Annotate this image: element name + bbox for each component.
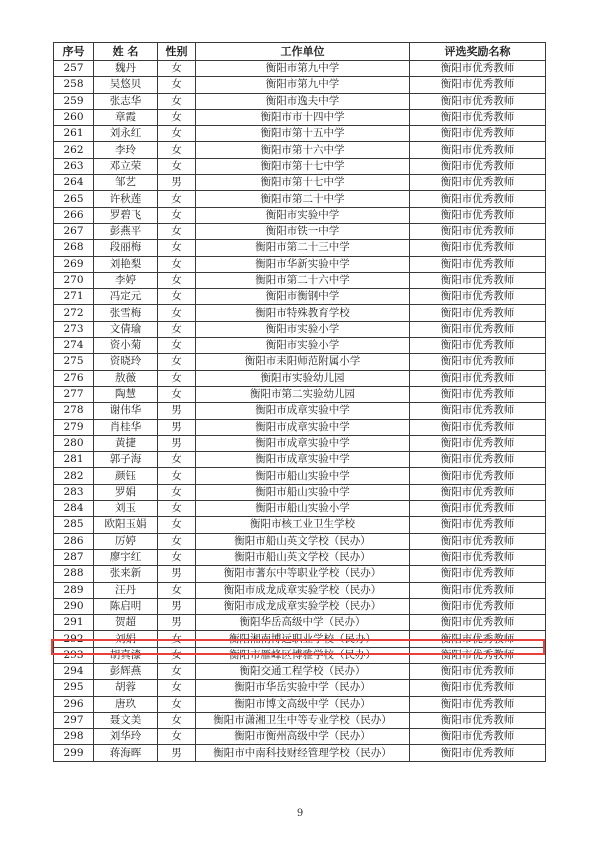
- cell-name: 刘艳梨: [94, 256, 158, 272]
- table-row: [54, 223, 546, 239]
- cell-award: 衡阳市优秀教师: [410, 615, 546, 631]
- page-number: 9: [296, 808, 304, 819]
- cell-gender: 女: [158, 680, 196, 696]
- cell-award: 衡阳市优秀教师: [410, 142, 546, 158]
- cell-gender: 女: [158, 484, 196, 500]
- cell-seq: 287: [54, 549, 94, 565]
- cell-name: 蒋海晖: [94, 745, 158, 761]
- cell-award: 衡阳市优秀教师: [410, 549, 546, 565]
- cell-seq: 297: [54, 712, 94, 728]
- cell-name: 汪丹: [94, 582, 158, 598]
- cell-workplace: 衡阳市第十七中学: [196, 158, 410, 174]
- cell-workplace: 衡阳市博文高级中学（民办）: [196, 696, 410, 712]
- cell-award: 衡阳市优秀教师: [410, 712, 546, 728]
- cell-award: 衡阳市优秀教师: [410, 745, 546, 761]
- cell-workplace: 衡阳市第十六中学: [196, 142, 410, 158]
- table-row: [54, 256, 546, 272]
- cell-name: 敖薇: [94, 370, 158, 386]
- cell-seq: 292: [54, 631, 94, 647]
- cell-name: 罗娟: [94, 484, 158, 500]
- cell-gender: 女: [158, 631, 196, 647]
- table-row: [54, 501, 546, 517]
- cell-name: 资小菊: [94, 338, 158, 354]
- cell-name: 吴悠贝: [94, 77, 158, 93]
- cell-name: 胡真漆: [94, 647, 158, 663]
- table-row: [54, 729, 546, 745]
- cell-award: 衡阳市优秀教师: [410, 338, 546, 354]
- cell-seq: 266: [54, 207, 94, 223]
- table-row: [54, 240, 546, 256]
- cell-workplace: 衡阳市成章实验中学: [196, 419, 410, 435]
- table-row: [54, 207, 546, 223]
- cell-gender: 女: [158, 533, 196, 549]
- table-row: [54, 468, 546, 484]
- cell-seq: 282: [54, 468, 94, 484]
- table-row: [54, 77, 546, 93]
- cell-name: 刘玉: [94, 501, 158, 517]
- table-header-row: [54, 43, 546, 61]
- cell-gender: 女: [158, 338, 196, 354]
- cell-name: 张雪梅: [94, 305, 158, 321]
- cell-name: 文倩瑜: [94, 321, 158, 337]
- cell-award: 衡阳市优秀教师: [410, 386, 546, 402]
- table-row: [54, 61, 546, 77]
- cell-seq: 278: [54, 403, 94, 419]
- cell-workplace: 衡阳市成龙成章实验学校（民办）: [196, 582, 410, 598]
- cell-workplace: 衡阳市第二实验幼儿园: [196, 386, 410, 402]
- cell-gender: 女: [158, 517, 196, 533]
- cell-seq: 289: [54, 582, 94, 598]
- cell-award: 衡阳市优秀教师: [410, 158, 546, 174]
- cell-gender: 男: [158, 403, 196, 419]
- cell-award: 衡阳市优秀教师: [410, 207, 546, 223]
- table-row: [54, 696, 546, 712]
- cell-award: 衡阳市优秀教师: [410, 696, 546, 712]
- cell-award: 衡阳市优秀教师: [410, 126, 546, 142]
- cell-award: 衡阳市优秀教师: [410, 647, 546, 663]
- cell-seq: 271: [54, 289, 94, 305]
- cell-gender: 女: [158, 370, 196, 386]
- table-row: [54, 419, 546, 435]
- cell-workplace: 衡阳市雁峰区博雅学校（民办）: [196, 647, 410, 663]
- cell-award: 衡阳市优秀教师: [410, 175, 546, 191]
- cell-workplace: 衡阳市中南科技财经管理学校（民办）: [196, 745, 410, 761]
- cell-name: 段丽梅: [94, 240, 158, 256]
- cell-gender: 男: [158, 566, 196, 582]
- cell-award: 衡阳市优秀教师: [410, 191, 546, 207]
- cell-name: 胡蓉: [94, 680, 158, 696]
- cell-gender: 女: [158, 452, 196, 468]
- cell-name: 罗碧飞: [94, 207, 158, 223]
- cell-name: 张来新: [94, 566, 158, 582]
- table-row: [54, 566, 546, 582]
- cell-workplace: 衡阳市第十五中学: [196, 126, 410, 142]
- cell-workplace: 衡阳湘南博远职业学校（民办）: [196, 631, 410, 647]
- table-row: [54, 158, 546, 174]
- cell-seq: 288: [54, 566, 94, 582]
- cell-workplace: 衡阳市第九中学: [196, 61, 410, 77]
- cell-workplace: 衡阳市船山实验小学: [196, 501, 410, 517]
- cell-gender: 女: [158, 142, 196, 158]
- cell-seq: 277: [54, 386, 94, 402]
- cell-seq: 284: [54, 501, 94, 517]
- cell-seq: 293: [54, 647, 94, 663]
- cell-workplace: 衡阳市铁一中学: [196, 223, 410, 239]
- cell-gender: 男: [158, 435, 196, 451]
- cell-seq: 295: [54, 680, 94, 696]
- cell-award: 衡阳市优秀教师: [410, 272, 546, 288]
- cell-gender: 女: [158, 240, 196, 256]
- header-award: 评选奖励名称: [410, 43, 546, 61]
- cell-workplace: 衡阳市潇湘卫生中等专业学校（民办）: [196, 712, 410, 728]
- cell-workplace: 衡阳市衡钢中学: [196, 289, 410, 305]
- cell-seq: 270: [54, 272, 94, 288]
- cell-name: 欧阳玉娟: [94, 517, 158, 533]
- cell-workplace: 衡阳华岳高级中学（民办）: [196, 615, 410, 631]
- cell-workplace: 衡阳市第十七中学: [196, 175, 410, 191]
- header-gender: 性别: [158, 43, 196, 61]
- header-name: 姓 名: [94, 43, 158, 61]
- table-row: [54, 142, 546, 158]
- table-row: [54, 533, 546, 549]
- table-row: [54, 321, 546, 337]
- table-row: [54, 484, 546, 500]
- cell-gender: 男: [158, 175, 196, 191]
- cell-gender: 女: [158, 549, 196, 565]
- table-row: [54, 272, 546, 288]
- cell-name: 张志华: [94, 93, 158, 109]
- cell-gender: 女: [158, 191, 196, 207]
- table-row: [54, 745, 546, 761]
- cell-workplace: 衡阳市船山实验中学: [196, 468, 410, 484]
- cell-gender: 女: [158, 289, 196, 305]
- cell-workplace: 衡阳市衡州高级中学（民办）: [196, 729, 410, 745]
- cell-gender: 女: [158, 354, 196, 370]
- cell-gender: 女: [158, 582, 196, 598]
- cell-seq: 262: [54, 142, 94, 158]
- cell-gender: 女: [158, 207, 196, 223]
- cell-award: 衡阳市优秀教师: [410, 484, 546, 500]
- cell-award: 衡阳市优秀教师: [410, 566, 546, 582]
- cell-award: 衡阳市优秀教师: [410, 61, 546, 77]
- cell-seq: 280: [54, 435, 94, 451]
- cell-workplace: 衡阳市市十四中学: [196, 109, 410, 125]
- cell-gender: 女: [158, 256, 196, 272]
- cell-name: 邓立荣: [94, 158, 158, 174]
- table-row: [54, 370, 546, 386]
- cell-award: 衡阳市优秀教师: [410, 631, 546, 647]
- cell-seq: 274: [54, 338, 94, 354]
- cell-name: 章霞: [94, 109, 158, 125]
- cell-workplace: 衡阳市实验小学: [196, 321, 410, 337]
- cell-gender: 男: [158, 615, 196, 631]
- cell-workplace: 衡阳市第二十三中学: [196, 240, 410, 256]
- cell-name: 谢伟华: [94, 403, 158, 419]
- header-seq: 序号: [54, 43, 94, 61]
- cell-seq: 265: [54, 191, 94, 207]
- cell-name: 陈启明: [94, 598, 158, 614]
- cell-workplace: 衡阳市船山英文学校（民办）: [196, 549, 410, 565]
- table-body: [54, 61, 546, 762]
- cell-gender: 女: [158, 77, 196, 93]
- cell-award: 衡阳市优秀教师: [410, 256, 546, 272]
- cell-award: 衡阳市优秀教师: [410, 240, 546, 256]
- cell-seq: 283: [54, 484, 94, 500]
- cell-seq: 261: [54, 126, 94, 142]
- table-row: [54, 191, 546, 207]
- cell-seq: 296: [54, 696, 94, 712]
- cell-name: 刘永红: [94, 126, 158, 142]
- cell-workplace: 衡阳市第二十六中学: [196, 272, 410, 288]
- cell-name: 黄捷: [94, 435, 158, 451]
- cell-award: 衡阳市优秀教师: [410, 289, 546, 305]
- cell-seq: 279: [54, 419, 94, 435]
- cell-seq: 275: [54, 354, 94, 370]
- cell-name: 肖桂华: [94, 419, 158, 435]
- cell-award: 衡阳市优秀教师: [410, 501, 546, 517]
- cell-name: 颜钰: [94, 468, 158, 484]
- table-row: [54, 712, 546, 728]
- cell-seq: 299: [54, 745, 94, 761]
- cell-gender: 女: [158, 321, 196, 337]
- table-row: [54, 452, 546, 468]
- cell-gender: 男: [158, 419, 196, 435]
- cell-workplace: 衡阳市成章实验中学: [196, 403, 410, 419]
- cell-gender: 女: [158, 386, 196, 402]
- cell-seq: 290: [54, 598, 94, 614]
- cell-name: 唐玖: [94, 696, 158, 712]
- cell-workplace: 衡阳市特殊教育学校: [196, 305, 410, 321]
- cell-gender: 女: [158, 223, 196, 239]
- cell-name: 许秋莲: [94, 191, 158, 207]
- cell-award: 衡阳市优秀教师: [410, 354, 546, 370]
- cell-workplace: 衡阳市华岳实验中学（民办）: [196, 680, 410, 696]
- cell-gender: 女: [158, 109, 196, 125]
- cell-award: 衡阳市优秀教师: [410, 223, 546, 239]
- cell-workplace: 衡阳交通工程学校（民办）: [196, 663, 410, 679]
- cell-gender: 女: [158, 272, 196, 288]
- cell-name: 李玲: [94, 142, 158, 158]
- cell-award: 衡阳市优秀教师: [410, 468, 546, 484]
- cell-gender: 女: [158, 468, 196, 484]
- cell-name: 刘娟: [94, 631, 158, 647]
- cell-award: 衡阳市优秀教师: [410, 435, 546, 451]
- cell-name: 魏丹: [94, 61, 158, 77]
- cell-name: 彭燕平: [94, 223, 158, 239]
- cell-name: 陶慧: [94, 386, 158, 402]
- table-row: [54, 109, 546, 125]
- cell-seq: 281: [54, 452, 94, 468]
- cell-gender: 女: [158, 647, 196, 663]
- table-row: [54, 386, 546, 402]
- cell-gender: 女: [158, 93, 196, 109]
- cell-workplace: 衡阳市蓍东中等职业学校（民办）: [196, 566, 410, 582]
- cell-workplace: 衡阳市第二十中学: [196, 191, 410, 207]
- table-row: [54, 305, 546, 321]
- table-row: [54, 615, 546, 631]
- header-workplace: 工作单位: [196, 43, 410, 61]
- cell-award: 衡阳市优秀教师: [410, 419, 546, 435]
- cell-award: 衡阳市优秀教师: [410, 517, 546, 533]
- table-row: [54, 582, 546, 598]
- table-row: [54, 647, 546, 663]
- table-row: [54, 680, 546, 696]
- cell-award: 衡阳市优秀教师: [410, 403, 546, 419]
- table-row: [54, 338, 546, 354]
- cell-seq: 257: [54, 61, 94, 77]
- cell-seq: 286: [54, 533, 94, 549]
- cell-seq: 291: [54, 615, 94, 631]
- cell-seq: 269: [54, 256, 94, 272]
- cell-seq: 298: [54, 729, 94, 745]
- cell-award: 衡阳市优秀教师: [410, 582, 546, 598]
- cell-gender: 男: [158, 745, 196, 761]
- cell-name: 彭辉燕: [94, 663, 158, 679]
- cell-award: 衡阳市优秀教师: [410, 729, 546, 745]
- cell-gender: 女: [158, 663, 196, 679]
- cell-award: 衡阳市优秀教师: [410, 109, 546, 125]
- cell-gender: 女: [158, 696, 196, 712]
- cell-seq: 260: [54, 109, 94, 125]
- cell-seq: 263: [54, 158, 94, 174]
- cell-name: 资晓玲: [94, 354, 158, 370]
- cell-award: 衡阳市优秀教师: [410, 452, 546, 468]
- cell-name: 聂文美: [94, 712, 158, 728]
- table-row: [54, 549, 546, 565]
- cell-gender: 男: [158, 598, 196, 614]
- table-row: [54, 175, 546, 191]
- cell-gender: 女: [158, 501, 196, 517]
- table-row: [54, 631, 546, 647]
- cell-workplace: 衡阳市成章实验中学: [196, 452, 410, 468]
- cell-seq: 273: [54, 321, 94, 337]
- cell-award: 衡阳市优秀教师: [410, 305, 546, 321]
- table-row: [54, 354, 546, 370]
- cell-award: 衡阳市优秀教师: [410, 663, 546, 679]
- cell-seq: 267: [54, 223, 94, 239]
- table-row: [54, 289, 546, 305]
- award-list-table: [53, 42, 546, 762]
- cell-workplace: 衡阳市核工业卫生学校: [196, 517, 410, 533]
- table-row: [54, 126, 546, 142]
- cell-name: 李婷: [94, 272, 158, 288]
- cell-workplace: 衡阳市耒阳师范附属小学: [196, 354, 410, 370]
- cell-seq: 258: [54, 77, 94, 93]
- cell-gender: 女: [158, 126, 196, 142]
- cell-seq: 264: [54, 175, 94, 191]
- cell-award: 衡阳市优秀教师: [410, 533, 546, 549]
- cell-workplace: 衡阳市第九中学: [196, 77, 410, 93]
- cell-workplace: 衡阳市成龙成章实验学校（民办）: [196, 598, 410, 614]
- table-row: [54, 598, 546, 614]
- table-row: [54, 93, 546, 109]
- cell-workplace: 衡阳市实验小学: [196, 338, 410, 354]
- cell-workplace: 衡阳市船山英文学校（民办）: [196, 533, 410, 549]
- cell-gender: 女: [158, 158, 196, 174]
- cell-award: 衡阳市优秀教师: [410, 93, 546, 109]
- cell-name: 邹艺: [94, 175, 158, 191]
- cell-gender: 女: [158, 729, 196, 745]
- cell-award: 衡阳市优秀教师: [410, 598, 546, 614]
- cell-name: 郭子海: [94, 452, 158, 468]
- cell-seq: 272: [54, 305, 94, 321]
- cell-seq: 285: [54, 517, 94, 533]
- cell-seq: 276: [54, 370, 94, 386]
- cell-award: 衡阳市优秀教师: [410, 370, 546, 386]
- cell-name: 冯定元: [94, 289, 158, 305]
- cell-gender: 女: [158, 712, 196, 728]
- cell-workplace: 衡阳市实验中学: [196, 207, 410, 223]
- cell-name: 厉婷: [94, 533, 158, 549]
- cell-name: 廖宇红: [94, 549, 158, 565]
- cell-award: 衡阳市优秀教师: [410, 321, 546, 337]
- cell-gender: 女: [158, 61, 196, 77]
- cell-seq: 294: [54, 663, 94, 679]
- table-row: [54, 663, 546, 679]
- cell-name: 贺超: [94, 615, 158, 631]
- cell-seq: 259: [54, 93, 94, 109]
- cell-workplace: 衡阳市成章实验中学: [196, 435, 410, 451]
- cell-award: 衡阳市优秀教师: [410, 77, 546, 93]
- cell-workplace: 衡阳市实验幼儿园: [196, 370, 410, 386]
- cell-workplace: 衡阳市逸夫中学: [196, 93, 410, 109]
- cell-workplace: 衡阳市船山实验中学: [196, 484, 410, 500]
- cell-award: 衡阳市优秀教师: [410, 680, 546, 696]
- cell-gender: 女: [158, 305, 196, 321]
- table-row: [54, 403, 546, 419]
- table-row: [54, 435, 546, 451]
- cell-workplace: 衡阳市华新实验中学: [196, 256, 410, 272]
- cell-seq: 268: [54, 240, 94, 256]
- cell-name: 刘华玲: [94, 729, 158, 745]
- table-row: [54, 517, 546, 533]
